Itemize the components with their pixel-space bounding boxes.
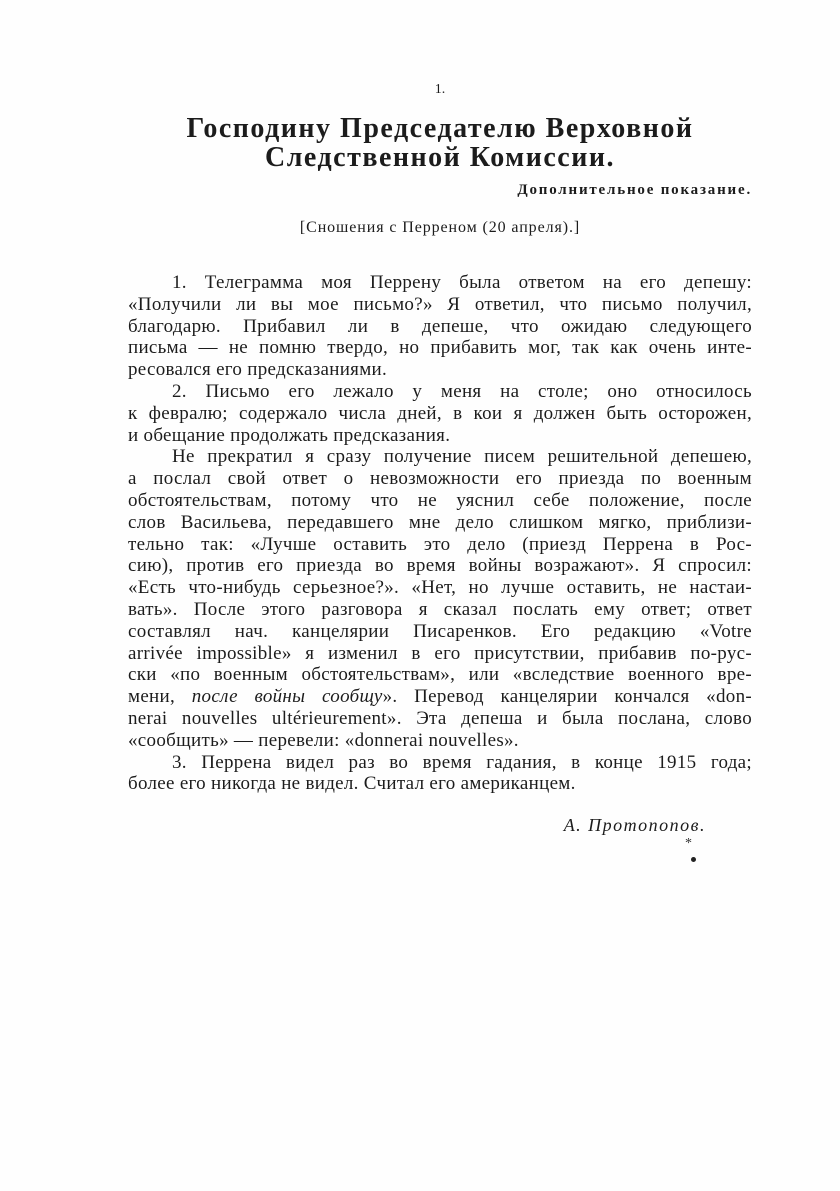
body-line bbox=[128, 686, 752, 708]
body-line: тельно так: «Лучше оставить это дело (приезд Перрена в Рос- bbox=[128, 533, 752, 555]
document-body bbox=[128, 272, 752, 795]
subtitle: Дополнительное показание. bbox=[517, 182, 752, 198]
body-line: обстоятельствам, потому что не уяснил себе положение, после bbox=[128, 489, 752, 511]
body-line: 1. Телеграмма моя Перрену была ответом на его депешу: bbox=[172, 272, 752, 293]
body-line: 2. Письмо его лежало у меня на столе; оно относилось bbox=[172, 380, 752, 402]
title-line-1: Господину Председателю Верховной bbox=[186, 113, 694, 144]
body-line: к февралю; содержало числа дней, в кои я должен быть осторожен, bbox=[128, 402, 752, 424]
body-line: «Получили ли вы мое письмо?» Я ответил, что письмо получил, bbox=[128, 293, 752, 315]
line-text: мени, bbox=[128, 686, 192, 708]
document-title bbox=[128, 114, 752, 172]
body-line: вать». После этого разговора я сказал послать ему ответ; ответ bbox=[128, 598, 752, 620]
body-line: 3. Перрена видел раз во время гадания, в конце 1915 года; bbox=[172, 751, 752, 773]
body-line: а послал свой ответ о невозможности его приезда по военным bbox=[128, 468, 752, 490]
body-line: слов Васильева, передавшего мне дело слишком мягко, приблизи- bbox=[128, 511, 752, 533]
ink-dot bbox=[691, 857, 696, 862]
body-line: Не прекратил я сразу получение писем решительной депешею, bbox=[172, 446, 752, 468]
body-line: arrivée impossible» я изменил в его присутствии, прибавив по-рус- bbox=[128, 642, 752, 664]
body-line: письма — не помню твердо, но прибавить мог, так как очень инте- bbox=[128, 337, 752, 359]
body-line: и обещание продолжать предсказания. bbox=[128, 424, 451, 446]
body-line: ресовался его предсказаниями. bbox=[128, 359, 388, 381]
body-line: более его никогда не видел. Считал его американцем. bbox=[128, 773, 576, 795]
body-line: сию), против его приезда во время войны возражают». Я спросил: bbox=[128, 555, 752, 577]
italic-phrase: после войны сообщу bbox=[191, 686, 383, 708]
body-line: «Есть что-нибудь серьезное?». «Нет, но лучше оставить, не настаи- bbox=[128, 577, 752, 599]
topic-heading: [Сношения с Перреном (20 апреля).] bbox=[299, 219, 581, 236]
body-line: «сообщить» — перевели: «donnerai nouvelles». bbox=[128, 729, 519, 751]
paragraph-3 bbox=[128, 446, 752, 751]
paragraph-1 bbox=[128, 272, 752, 381]
page-number: 1. bbox=[434, 82, 446, 97]
paragraph-4 bbox=[128, 752, 752, 796]
asterisk-mark: * bbox=[685, 836, 692, 851]
body-line: nerai nouvelles ultérieurement». Эта депеша и была послана, слово bbox=[128, 707, 752, 729]
paragraph-2 bbox=[128, 381, 752, 446]
signature: А. Протопопов. bbox=[563, 815, 706, 835]
body-line: составлял нач. канцелярии Писаренков. Его редакцию «Votre bbox=[128, 620, 752, 642]
line-text: ». Перевод канцелярии кончался «don- bbox=[382, 686, 753, 708]
title-line-2: Следственной Комиссии. bbox=[265, 142, 615, 173]
body-line: благодарю. Прибавил ли в депеше, что ожидаю следующего bbox=[128, 315, 752, 337]
body-line: ски «по военным обстоятельствам», или «вследствие военного вре- bbox=[128, 664, 752, 686]
